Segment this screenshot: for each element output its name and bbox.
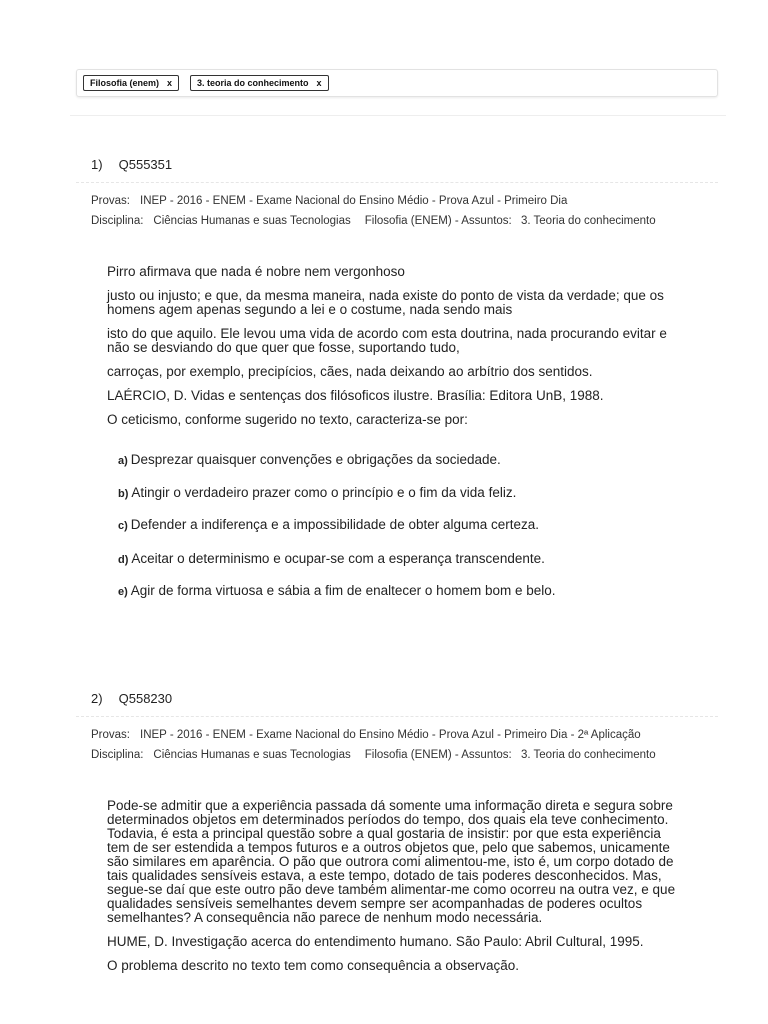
statement-paragraph: Pirro afirmava que nada é nobre nem vergonhoso (107, 264, 405, 279)
question-statement (107, 799, 687, 983)
statement-paragraph: isto do que aquilo. Ele levou uma vida de acordo com esta doutrina, nada procurando evitar e não se desviando do que quer que fosse, suportando tudo, (107, 326, 667, 355)
question-disciplina (91, 215, 656, 227)
filter-bar (76, 69, 718, 97)
remove-filter-icon[interactable]: x (316, 78, 322, 88)
question-header (91, 691, 172, 706)
alternative-letter: d) (118, 554, 129, 566)
alternative-b[interactable] (118, 485, 516, 500)
provas-value[interactable]: INEP - 2016 - ENEM - Exame Nacional do Ensino Médio - Prova Azul - Primeiro Dia (140, 195, 568, 207)
alternative-e[interactable] (118, 583, 556, 598)
alternative-c[interactable] (118, 517, 539, 532)
assunto-value[interactable]: 3. Teoria do conhecimento (520, 215, 656, 227)
disciplina-label: Disciplina: (91, 749, 144, 761)
alternative-text: Agir de forma virtuosa e sábia a fim de enaltecer o homem bom e belo. (130, 583, 556, 598)
question-code[interactable]: Q558230 (118, 691, 173, 706)
disciplina-value[interactable]: Ciências Humanas e suas Tecnologias (153, 749, 351, 761)
disciplina-value[interactable]: Ciências Humanas e suas Tecnologias (153, 215, 351, 227)
question-number: 1) (91, 157, 103, 172)
alternative-letter: b) (118, 488, 129, 500)
divider (76, 716, 718, 717)
question-prompt: O ceticismo, conforme sugerido no texto, caracteriza-se por: (107, 412, 468, 427)
subdisciplina-value[interactable]: Filosofia (ENEM) (364, 749, 452, 761)
question-statement (107, 265, 687, 437)
filter-chip-filosofia[interactable] (83, 75, 179, 91)
alternative-a[interactable] (118, 452, 501, 467)
assunto-value[interactable]: 3. Teoria do conhecimento (520, 749, 656, 761)
disciplina-label: Disciplina: (91, 215, 144, 227)
alternative-text: Desprezar quaisquer convenções e obrigações da sociedade. (130, 452, 501, 467)
assuntos-label: - Assuntos: (454, 749, 512, 761)
alternative-d[interactable] (118, 551, 545, 566)
filter-chip-teoria[interactable] (190, 75, 329, 91)
alternative-letter: c) (118, 520, 128, 532)
divider (70, 115, 726, 116)
alternative-letter: a) (118, 455, 128, 467)
provas-label: Provas: (91, 729, 130, 741)
provas-value[interactable]: INEP - 2016 - ENEM - Exame Nacional do Ensino Médio - Prova Azul - Primeiro Dia - 2ª Aplicação (140, 729, 641, 741)
subdisciplina-value[interactable]: Filosofia (ENEM) (364, 215, 452, 227)
alternative-text: Defender a indiferença e a impossibilidade de obter alguma certeza. (130, 517, 540, 532)
statement-paragraph: Pode-se admitir que a experiência passada dá somente uma informação direta e segura sobre determinados objetos em determinados períodos do tempo, dos quais ela teve conhecimento. Todavia, é esta a principal questão sobre a qual gostaria de insistir: por que esta experiência tem de ser estendida a tempos futuros e a outros objetos que, pelo que sabemos, unicamente são similares em aparência. O pão que outrora comi alimentou-me, isto é, um corpo dotado de tais qualidades sensíveis estava, a este tempo, dotado de tais poderes desconhecidos. Mas, segue-se daí que este outro pão deve também alimentar-me como ocorreu na outra vez, e que qualidades sensíveis semelhantes devem sempre ser acompanhadas de poderes ocultos semelhantes? A consequência não parece de nenhum modo necessária. (107, 798, 676, 925)
source-citation: LAÉRCIO, D. Vidas e sentenças dos filósoficos ilustre. Brasília: Editora UnB, 1988. (107, 388, 604, 403)
question-header (91, 157, 172, 172)
question-code[interactable]: Q555351 (118, 157, 173, 172)
assuntos-label: - Assuntos: (454, 215, 512, 227)
statement-paragraph: carroças, por exemplo, precipícios, cães, nada deixando ao arbítrio dos sentidos. (107, 364, 593, 379)
question-disciplina (91, 749, 656, 761)
question-prompt: O problema descrito no texto tem como consequência a observação. (107, 958, 519, 973)
question-number: 2) (91, 691, 103, 706)
filter-chip-label: Filosofia (enem) (90, 78, 160, 88)
alternative-letter: e) (118, 586, 128, 598)
statement-paragraph: justo ou injusto; e que, da mesma maneira, nada existe do ponto de vista da verdade; que os homens agem apenas segundo a lei e o costume, nada sendo mais (107, 288, 664, 317)
question-provas (91, 195, 567, 207)
remove-filter-icon[interactable]: x (167, 78, 173, 88)
filter-chip-label: 3. teoria do conhecimento (197, 78, 309, 88)
question-provas (91, 729, 641, 741)
divider (76, 182, 718, 183)
provas-label: Provas: (91, 195, 130, 207)
source-citation: HUME, D. Investigação acerca do entendimento humano. São Paulo: Abril Cultural, 1995. (107, 934, 644, 949)
alternative-text: Aceitar o determinismo e ocupar-se com a esperança transcendente. (131, 551, 545, 566)
alternative-text: Atingir o verdadeiro prazer como o princípio e o fim da vida feliz. (131, 485, 517, 500)
